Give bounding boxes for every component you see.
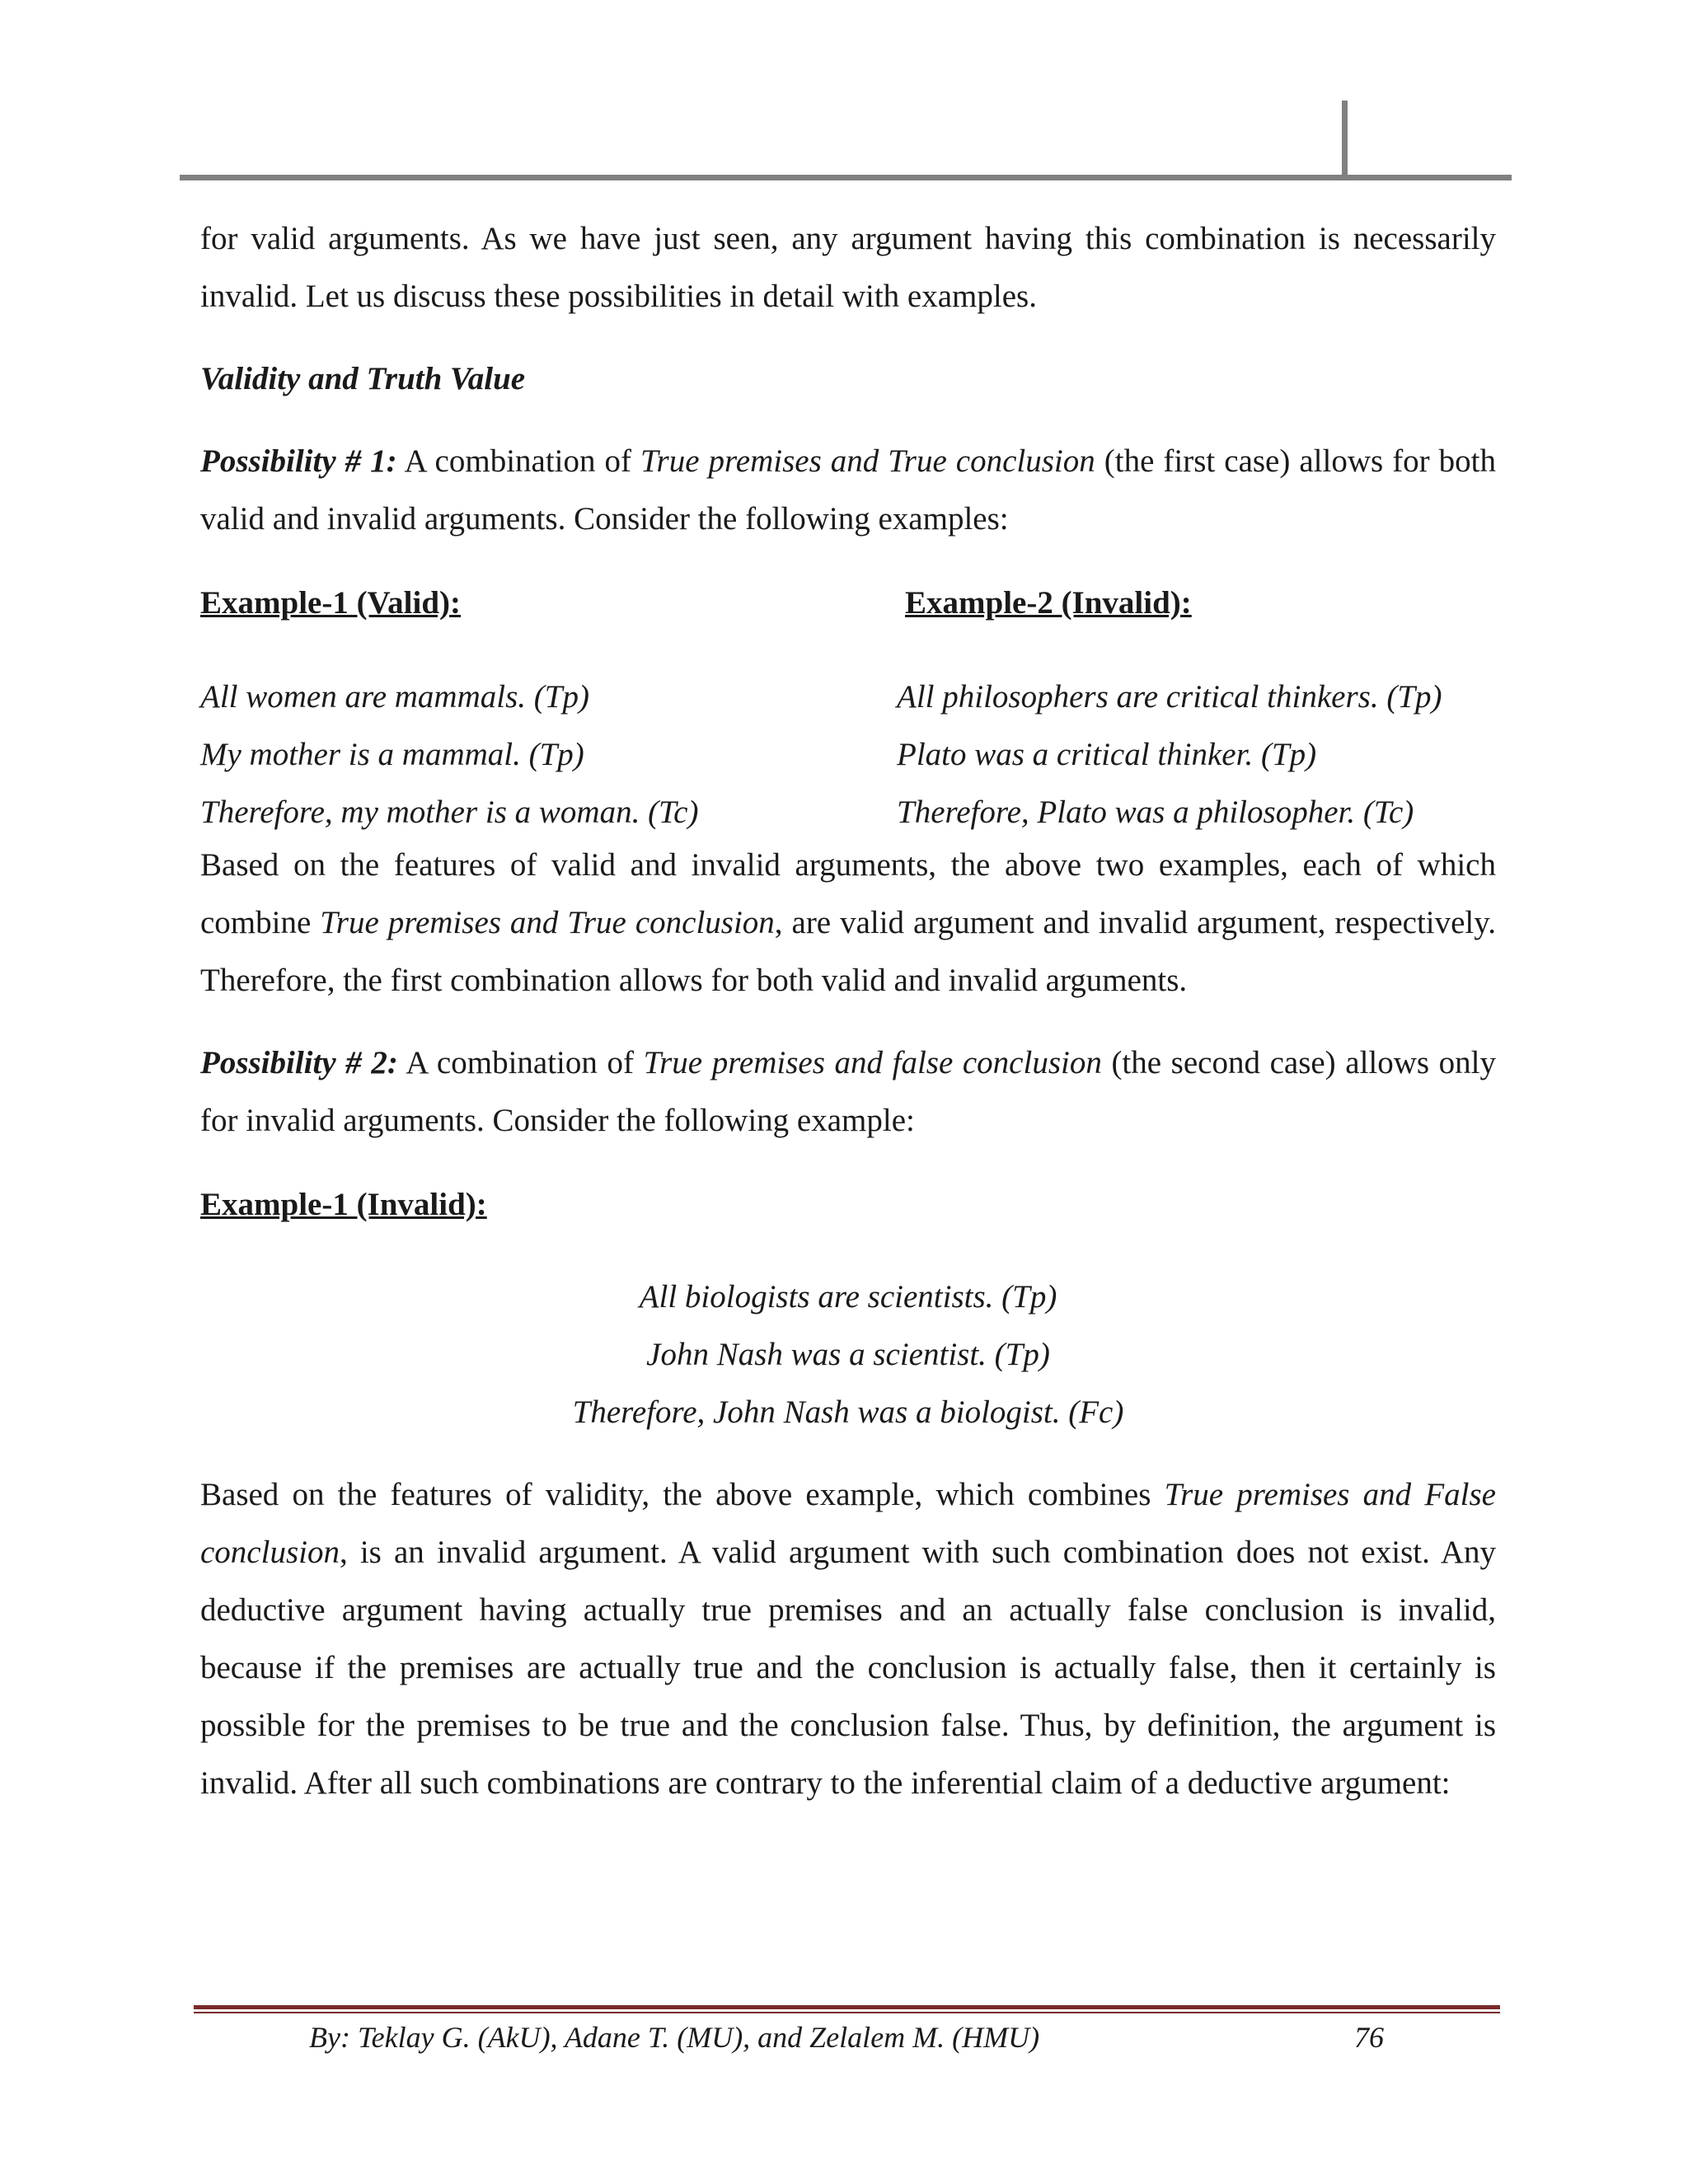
possibility-1-text-a: A combination of (396, 443, 641, 479)
page-body (200, 210, 1496, 1812)
possibility-2-text-b: (the second case) allows only for invalid arguments. Consider the following example: (200, 1045, 1497, 1138)
analysis-1-emphasis: True premises and True conclusion (320, 905, 775, 940)
possibility-1-paragraph (200, 433, 1496, 548)
possibility-2-emphasis: True premises and false conclusion (643, 1045, 1102, 1080)
possibility-2-text-a: A combination of (397, 1045, 644, 1080)
intro-paragraph (200, 210, 1496, 326)
possibility-1-emphasis: True premises and True conclusion (640, 443, 1095, 479)
footer-rule-thin (194, 2012, 1500, 2013)
possibility-1-lead: Possibility # 1: (200, 443, 397, 479)
example-3-invalid-label: Example-1 (Invalid): (200, 1187, 487, 1222)
example-1-valid-line: Therefore, my mother is a woman. (Tc) (200, 794, 699, 830)
possibility-1-text-b: (the first case) allows for both valid and invalid arguments. Consider the following examples: (200, 443, 1497, 537)
page-number: 76 (1354, 2021, 1384, 2054)
example-3-invalid-line: John Nash was a scientist. (Tp) (646, 1337, 1050, 1372)
header-divider-tick (1342, 101, 1348, 178)
possibility-2-lead: Possibility # 2: (200, 1045, 398, 1080)
intro-line-2: invalid. Let us discuss these possibilities in detail with examples. (200, 279, 1037, 314)
footer-rule (194, 2005, 1500, 2009)
example-1-valid (200, 574, 698, 841)
example-2-invalid (897, 574, 1442, 841)
example-1-valid-line: All women are mammals. (Tp) (200, 679, 589, 715)
intro-line-1: for valid arguments. As we have just seen, any argument having this combination is necessarily (200, 221, 1496, 256)
example-2-invalid-label: Example-2 (Invalid): (905, 585, 1192, 621)
section-heading: Validity and Truth Value (200, 361, 526, 396)
analysis-1-text-b: , are valid argument and invalid argument, respectively. Therefore, the first combination allows for both valid and invalid arguments. (200, 905, 1496, 998)
analysis-2-text-a: Based on the features of validity, the above example, which combines (200, 1477, 1165, 1512)
example-3-invalid-line: All biologists are scientists. (Tp) (639, 1279, 1057, 1315)
analysis-2-emphasis: True premises and False conclusion (200, 1477, 1496, 1570)
analysis-1-text-a: Based on the features of valid and invalid arguments, the above two examples, each of which combine (200, 847, 1496, 940)
example-2-invalid-line: Therefore, Plato was a philosopher. (Tc) (897, 794, 1414, 830)
analysis-2-text-b: , is an invalid argument. A valid argument with such combination does not exist. Any deductive argument having actually true premises and an actually false conclusion is invalid, because if the premises are actually true and the conclusion is actually false, then it certainly is possible for the premises to be true and the conclusion false. Thus, by definition, the argument is invalid. After all such combinations are contrary to the inferential claim of a deductive argument: (200, 1535, 1496, 1801)
header-rule (180, 175, 1512, 180)
example-2-invalid-line: All philosophers are critical thinkers. (Tp) (897, 679, 1442, 715)
example-3-invalid (200, 1268, 1496, 1441)
analysis-paragraph-1 (200, 837, 1496, 1010)
possibility-2-paragraph (200, 1034, 1496, 1150)
examples-two-column (200, 574, 1496, 830)
example-1-valid-line: My mother is a mammal. (Tp) (200, 737, 584, 772)
footer-authors: By: Teklay G. (AkU), Adane T. (MU), and Zelalem M. (HMU) (309, 2021, 1040, 2054)
analysis-paragraph-2 (200, 1466, 1496, 1812)
example-1-valid-label: Example-1 (Valid): (200, 585, 461, 621)
example-3-invalid-line: Therefore, John Nash was a biologist. (Fc) (572, 1394, 1124, 1430)
example-2-invalid-line: Plato was a critical thinker. (Tp) (897, 737, 1317, 772)
